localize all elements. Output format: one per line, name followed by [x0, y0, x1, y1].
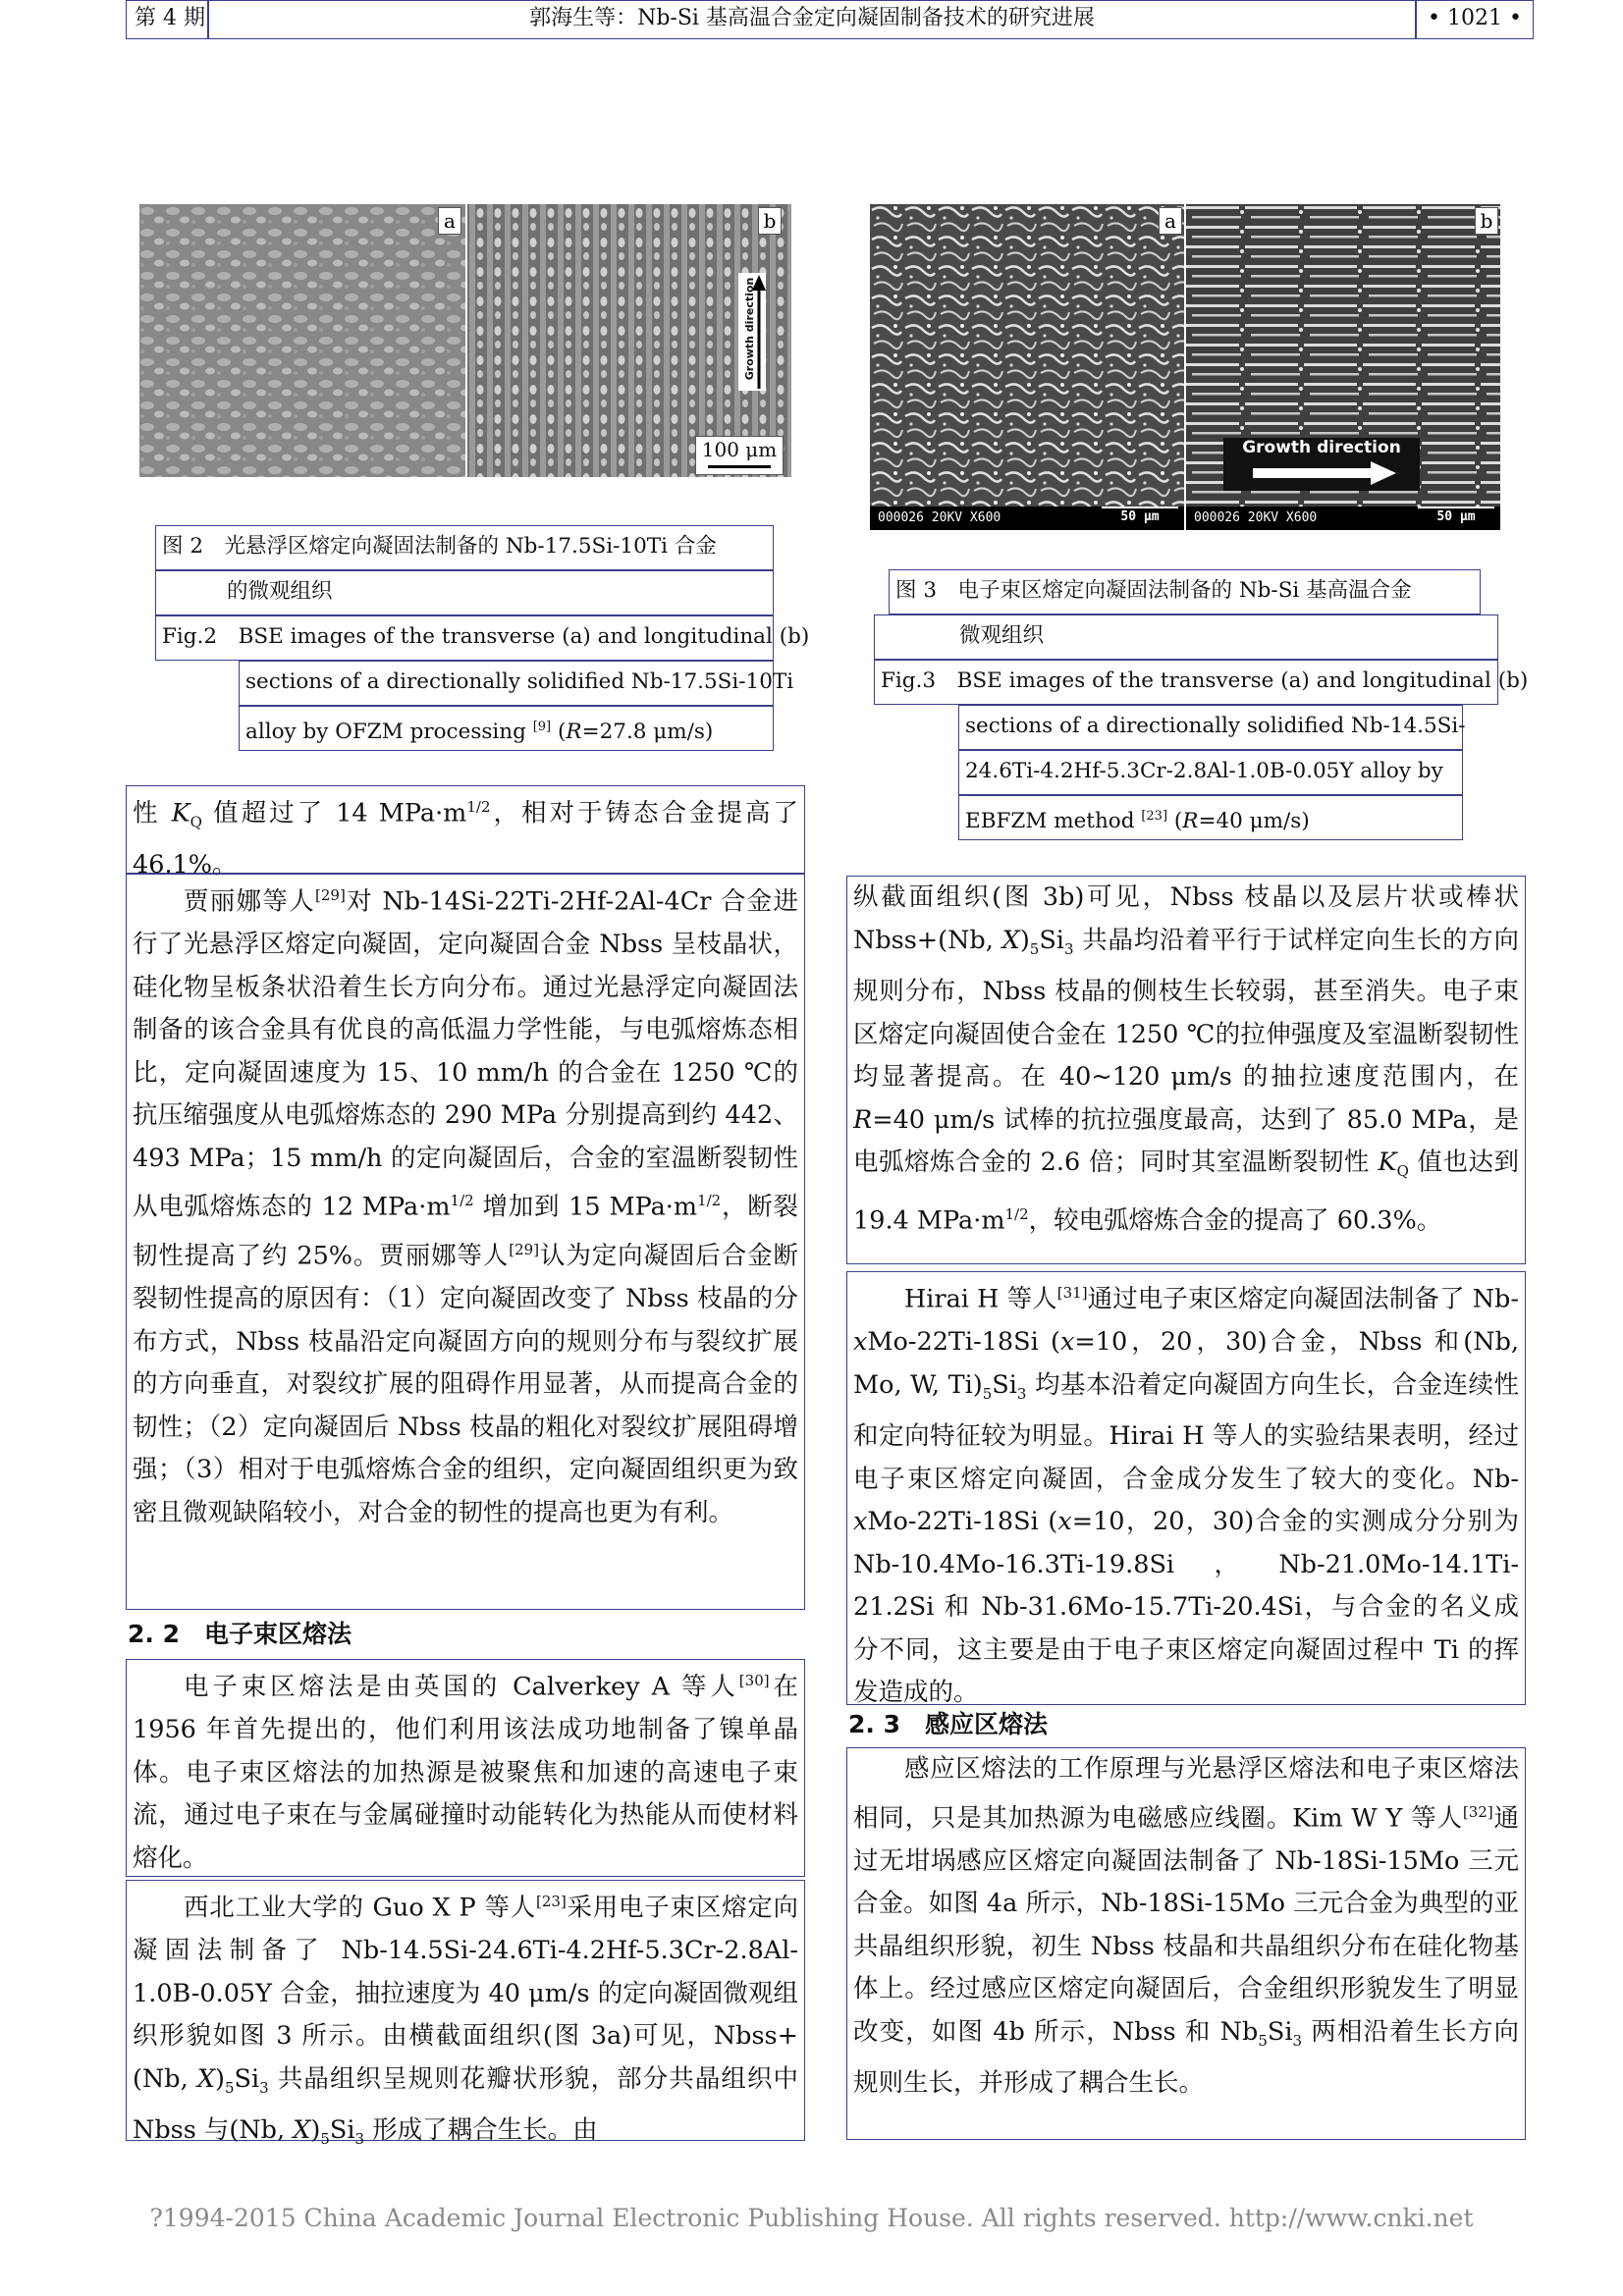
fig2-caption-en-line2: sections of a directionally solidified Nb-17.5Si-10Ti [239, 661, 774, 706]
fig3a-texture [870, 204, 1184, 530]
fig3-caption-en-line1: Fig.3 BSE images of the transverse (a) and longitudinal (b) [874, 660, 1498, 705]
fig2-caption-en-line1: Fig.2 BSE images of the transverse (a) and longitudinal (b) [155, 615, 774, 661]
right-paragraph-1: 纵截面组织(图 3b)可见，Nbss 枝晶以及层片状或棒状 Nbss+(Nb, $X)_5Si_3$ 共晶均沿着平行于试样定向生长的方向规则分布，Nbss 枝晶的侧枝生长较弱，甚至消失。电子束区熔定向凝固使合金在 1250 ℃的拉伸强度及室温断裂韧性均显著提高。在 40~120 μm/s 的抽拉速度范围内，在 R=40 μm/s 试棒的抗拉强度最高，达到了 85.0 MPa，是电弧熔炼合金的 2.6 倍；同时其室温断裂韧性 $K_Q$ 值也达到 19.4 $MPa\cdot m^{1/2}$，较电弧熔炼合金的提高了 60.3%。 [846, 876, 1526, 1264]
left-paragraph-2: 贾丽娜等人[29]对 Nb-14Si-22Ti-2Hf-2Al-4Cr 合金进行了光悬浮区熔定向凝固，定向凝固合金 Nbss 呈枝晶状，硅化物呈板条状沿着生长方向分布。通过光悬浮定向凝固法制备的该合金具有优良的高低温力学性能，与电弧熔炼态相比，定向凝固速度为 15、10 mm/h 的合金在 1250 ℃的抗压缩强度从电弧熔炼态的 290 MPa 分别提高到约 442、493 MPa；15 mm/h 的定向凝固后，合金的室温断裂韧性从电弧熔炼态的 12 $MPa\cdot m^{1/2}$ 增加到 15 $MPa\cdot m^{1/2}$，断裂韧性提高了约 25%。贾丽娜等人[29]认为定向凝固后合金断裂韧性提高的原因有：（1）定向凝固改变了 Nbss 枝晶的分布方式，Nbss 枝晶沿定向凝固方向的规则分布与裂纹扩展的方向垂直，对裂纹扩展的阻碍作用显著，从而提高合金的韧性；（2）定向凝固后 Nbss 枝晶的粗化对裂纹扩展阻碍增强；（3）相对于电弧熔炼合金的组织，定向凝固组织更为致密且微观缺陷较小，对合金的韧性的提高也更为有利。 [126, 874, 805, 1610]
fig2b-label: b [758, 207, 782, 235]
fig3b-label: b [1475, 207, 1498, 235]
fig2-caption-en-line3: alloy by OFZM processing [9] (R=27.8 μm/s) [239, 706, 774, 751]
section-2-3-heading: 2. 3 感应区熔法 [848, 1710, 1048, 1738]
fig3-caption-en-line2: sections of a directionally solidified Nb-14.5Si- [958, 705, 1463, 750]
fig2-caption-cn-line2: 的微观组织 [155, 570, 774, 615]
fig2-scale-line [708, 465, 771, 468]
fig2a-texture [139, 204, 465, 477]
fig3-caption-en-line3: 24.6Ti-4.2Hf-5.3Cr-2.8Al-1.0B-0.05Y alloy by [958, 750, 1463, 795]
left-paragraph-3: 电子束区熔法是由英国的 Calverkey A 等人[30]在 1956 年首先提出的，他们利用该法成功地制备了镍单晶体。电子束区熔法的加热源是被聚焦和加速的高速电子束流，通过电子束在与金属碰撞时动能转化为热能从而使材料熔化。 [126, 1659, 805, 1877]
fig2-growth-label: Growth direction [743, 277, 756, 381]
fig3a-label: a [1159, 207, 1182, 235]
header-page-number: • 1021 • [1416, 0, 1534, 39]
fig3a-micrograph [870, 204, 1184, 530]
header-issue: 第 4 期 [126, 0, 208, 39]
fig2a-micrograph [139, 204, 465, 477]
left-paragraph-4: 西北工业大学的 Guo X P 等人[23]采用电子束区熔定向凝固法制备了 Nb-14.5Si-24.6Ti-4.2Hf-5.3Cr-2.8Al-1.0B-0.05Y 合金，抽拉速度为 40 μm/s 的定向凝固微观组织形貌如图 3 所示。由横截面组织(图 3a)可见，Nbss+(Nb, $X)_5Si_3$ 共晶组织呈规则花瓣状形貌，部分共晶组织中 Nbss 与(Nb, $X)_5Si_3$ 形成了耦合生长。由 [126, 1880, 805, 2141]
fig3a-sem-databar: 000026 20KV X600 50 μm [870, 507, 1184, 530]
section-2-2-heading: 2. 2 电子束区熔法 [128, 1620, 352, 1648]
fig3-caption-cn-line1: 图 3 电子束区熔定向凝固法制备的 Nb-Si 基高温合金 [889, 569, 1481, 614]
right-paragraph-3: 感应区熔法的工作原理与光悬浮区熔法和电子束区熔法相同，只是其加热源为电磁感应线圈。Kim W Y 等人[32]通过无坩埚感应区熔定向凝固法制备了 Nb-18Si-15Mo 三元合金。如图 4a 所示，Nb-18Si-15Mo 三元合金为典型的亚共晶组织形貌，初生 Nbss 枝晶和共晶组织分布在硅化物基体上。经过感应区熔定向凝固后，合金组织形貌发生了明显改变，如图 4b 所示，Nbss 和 $Nb_5Si_3$ 两相沿着生长方向规则生长，并形成了耦合生长。 [846, 1747, 1526, 2140]
fig2-growth-arrow [738, 273, 766, 391]
fig3-caption-cn-line2: 微观组织 [874, 614, 1498, 660]
fig3b-sem-databar: 000026 20KV X600 50 μm [1186, 507, 1500, 530]
arrow-right-icon [1223, 459, 1420, 489]
fig2-caption-cn-line1: 图 2 光悬浮区熔定向凝固法制备的 Nb-17.5Si-10Ti 合金 [155, 525, 774, 570]
fig3-caption-en-line4: EBFZM method [23] (R=40 μm/s) [958, 795, 1463, 840]
fig2-scale-bar [695, 436, 784, 475]
fig2a-label: a [438, 207, 461, 235]
fig3-growth-label: Growth direction [1242, 438, 1401, 457]
right-paragraph-2: Hirai H 等人[31]通过电子束区熔定向凝固法制备了 Nb-xMo-22Ti-18Si (x=10，20，30)合金，Nbss 和(Nb, Mo, W, $Ti)_5Si_3$ 均基本沿着定向凝固方向生长，合金连续性和定向特征较为明显。Hirai H 等人的实验结果表明，经过电子束区熔定向凝固，合金成分发生了较大的变化。Nb-xMo-22Ti-18Si (x=10，20，30)合金的实测成分分别为 Nb-10.4Mo-16.3Ti-19.8Si，Nb-21.0Mo-14.1Ti-21.2Si 和 Nb-31.6Mo-15.7Ti-20.4Si，与合金的名义成分不同，这主要是由于电子束区熔定向凝固过程中 Ti 的挥发造成的。 [846, 1271, 1526, 1705]
left-paragraph-1: 性 $K_Q$ 值超过了 14 $MPa\cdot m^{1/2}$，相对于铸态合金提高了46.1%。 [126, 785, 805, 874]
copyright-footer: ?1994-2015 China Academic Journal Electronic Publishing House. All rights reserved. http://www.cnki.net [149, 2204, 1474, 2232]
fig3-growth-arrow [1223, 438, 1420, 491]
header-title: 郭海生等：Nb-Si 基高温合金定向凝固制备技术的研究进展 [208, 0, 1416, 39]
fig2-scale-label: 100 μm [701, 438, 778, 461]
